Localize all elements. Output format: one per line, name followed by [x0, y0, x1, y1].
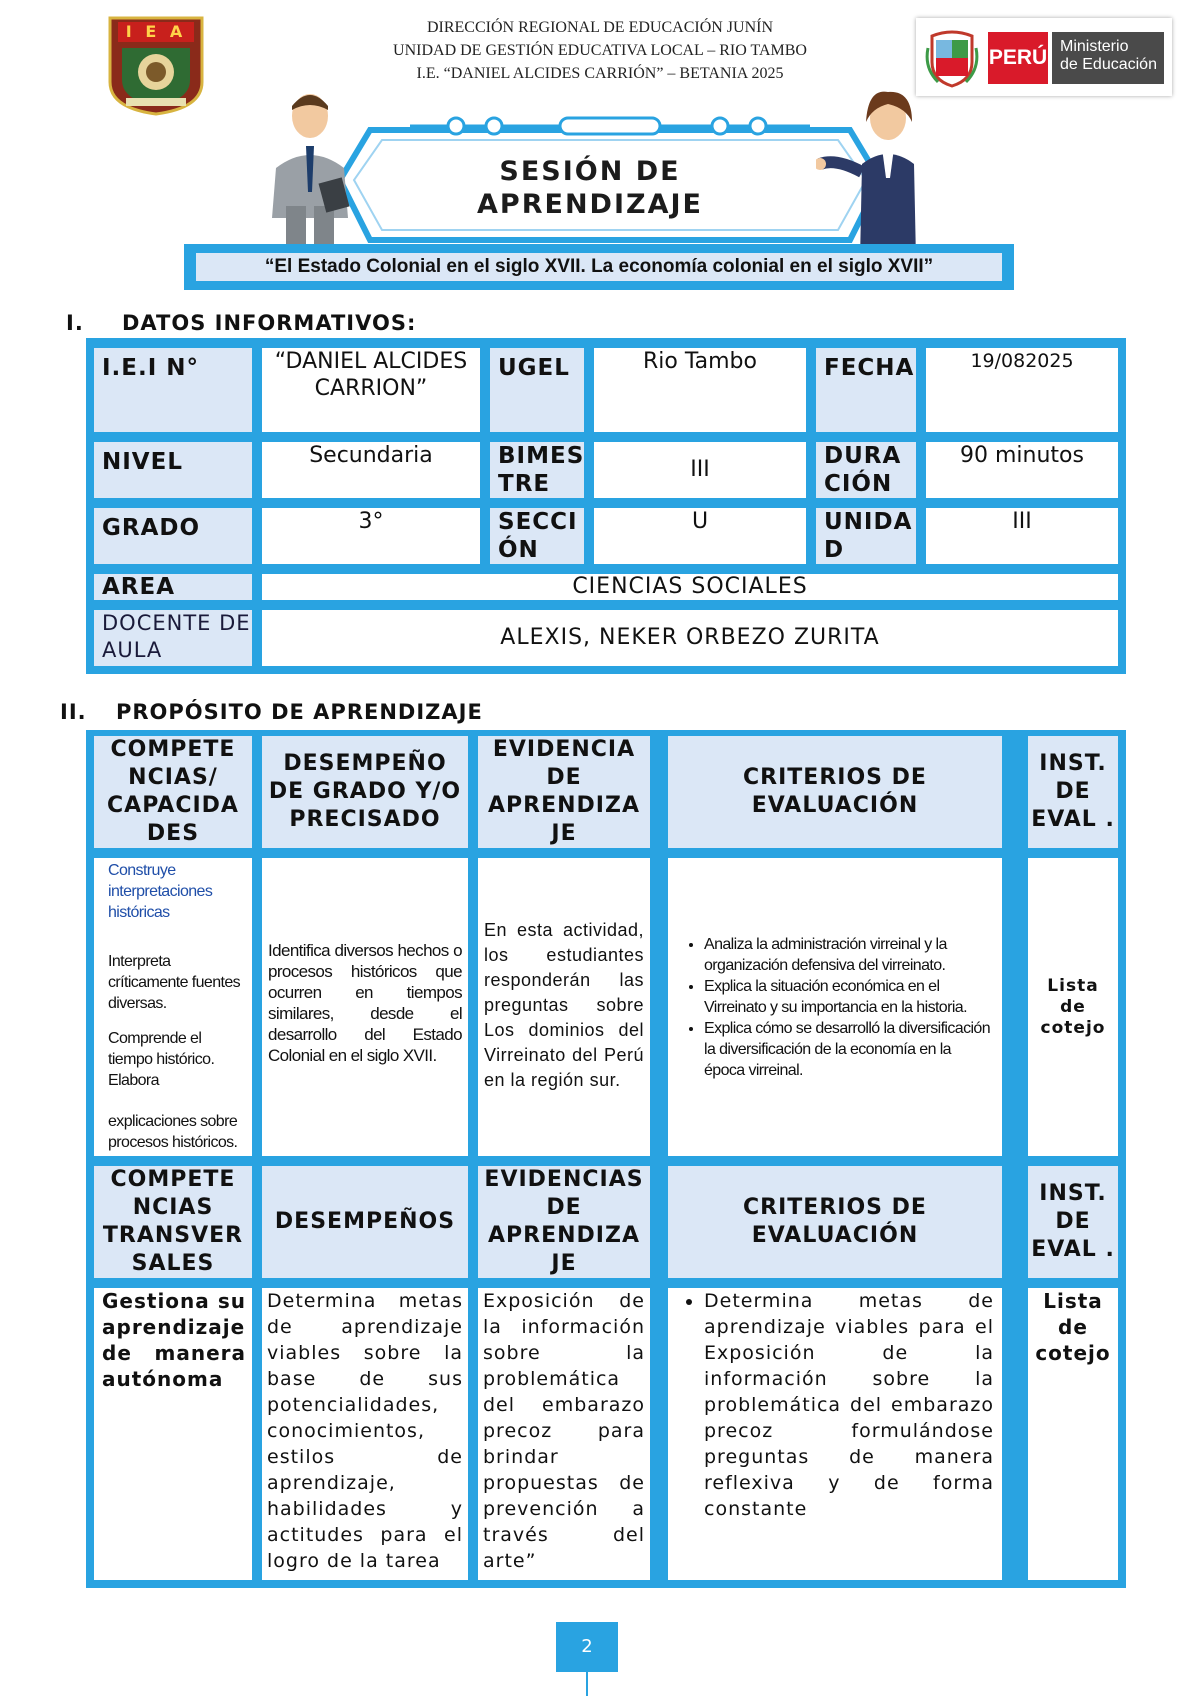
duracion-label: DURA CIÓN [816, 442, 916, 498]
competencia-title: Construye interpretaciones históricas [108, 862, 213, 921]
transversal-competencia-cell: Gestiona su aprendizaje de manera autónoma [94, 1288, 252, 1580]
evidencia-cell: En esta actividad, los estudiantes responderán las preguntas sobre Los dominios del Virreinato del Perú en la región sur. [478, 858, 650, 1156]
iei-label: I.E.I N° [94, 348, 252, 432]
desempeno-cell: Identifica diversos hechos o procesos históricos que ocurren en tiempos similares, desde el desarrollo del Estado Colonial en el siglo XVII. [262, 858, 468, 1156]
section-proposito-title [60, 700, 483, 724]
proposito-table [86, 730, 1126, 1588]
grado-value: 3° [262, 508, 480, 564]
peru-shield-icon [924, 28, 980, 88]
header-criterios: CRITERIOS DE EVALUACIÓN [668, 736, 1002, 848]
header-institution [300, 16, 900, 85]
unidad-label: UNIDA D [816, 508, 916, 564]
section-datos-title [66, 311, 416, 335]
capacidad-3: Elabora [108, 1072, 159, 1089]
section-datos-number: I. [66, 311, 84, 335]
capacidad-4: explicaciones sobre procesos históricos. [108, 1113, 238, 1151]
header-desempeno: DESEMPEÑO DE GRADO Y/O PRECISADO [262, 736, 468, 848]
header-evidencia: EVIDENCIA DE APRENDIZA JE [478, 736, 650, 848]
section-datos-label: DATOS INFORMATIVOS: [122, 311, 417, 335]
seccion-label: SECCI ÓN [490, 508, 584, 564]
docente-value: ALEXIS, NEKER ORBEZO ZURITA [262, 610, 1118, 666]
minedu-ministry-label [1052, 32, 1164, 84]
bimestre-label: BIMES TRE [490, 442, 584, 498]
grado-label: GRADO [94, 508, 252, 564]
unidad-value: III [926, 508, 1118, 564]
competencias-cell [94, 858, 252, 1156]
criterio-item: • Explica la situación económica en el Virreinato y su importancia en la historia. [704, 976, 994, 1018]
session-title-line-1: SESIÓN DE [499, 156, 681, 187]
seccion-value: U [594, 508, 806, 564]
header-line-1: DIRECCIÓN REGIONAL DE EDUCACIÓN JUNÍN [426, 19, 774, 36]
session-title-line-2: APRENDIZAJE [477, 189, 703, 220]
logo-letters: I E A [125, 22, 187, 41]
teacher-man-illustration [262, 88, 358, 260]
header-criterios-2: CRITERIOS DE EVALUACIÓN [668, 1166, 1002, 1278]
criterios-cell [668, 858, 1002, 1156]
header-inst-2: INST. DE EVAL . [1028, 1166, 1118, 1278]
transversal-criterio-item: • Determina metas de aprendizaje viables para el Exposición de la información sobre la problemática del embarazo precoz formulándose preguntas de manera reflexiva y de forma constante [704, 1288, 994, 1522]
minedu-line-1: Ministerio [1060, 38, 1129, 55]
duracion-value: 90 minutos [926, 442, 1118, 498]
transversal-criterio-list [676, 1288, 994, 1522]
transversal-desempeno-cell: Determina metas de aprendizaje viables sobre la base de sus potencialidades, conocimientos, estilos de aprendizaje, habilidades y actitudes para el logro de la tarea [262, 1288, 468, 1580]
area-value: CIENCIAS SOCIALES [262, 574, 1118, 600]
page-number-line [586, 1672, 588, 1696]
criterios-list [676, 934, 994, 1081]
header-inst: INST. DE EVAL . [1028, 736, 1118, 848]
header-evidencias: EVIDENCIAS DE APRENDIZA JE [478, 1166, 650, 1278]
bimestre-value: III [594, 442, 806, 498]
section-proposito-number: II. [60, 700, 87, 724]
page-number: 2 [556, 1622, 618, 1672]
docente-label: DOCENTE DE AULA [94, 610, 252, 666]
session-subtitle: “El Estado Colonial en el siglo XVII. La economía colonial en el siglo XVII” [196, 253, 1002, 281]
header-competencias: COMPETE NCIAS/ CAPACIDA DES [94, 736, 252, 848]
section-proposito-label: PROPÓSITO DE APRENDIZAJE [116, 700, 483, 724]
minedu-logo [916, 18, 1172, 96]
nivel-label: NIVEL [94, 442, 252, 498]
header-line-3: I.E. “DANIEL ALCIDES CARRIÓN” – BETANIA 2025 [416, 65, 784, 82]
ugel-label: UGEL [490, 348, 584, 432]
criterio-item: • Analiza la administración virreinal y la organización defensiva del virreinato. [704, 934, 994, 976]
header-competencias-transversales: COMPETE NCIAS TRANSVER SALES [94, 1166, 252, 1278]
datos-table [86, 338, 1126, 674]
fecha-value: 19/082025 [926, 348, 1118, 432]
criterio-item: • Explica cómo se desarrolló la diversificación la diversificación de la economía en la época virreinal. [704, 1018, 994, 1081]
transversal-inst-cell: Lista de cotejo [1028, 1288, 1118, 1580]
area-label: AREA [94, 574, 252, 600]
school-logo [104, 12, 208, 116]
nivel-value: Secundaria [262, 442, 480, 498]
capacidad-2: Comprende el tiempo histórico. [108, 1030, 215, 1068]
fecha-label: FECHA [816, 348, 916, 432]
capacidad-1: Interpreta críticamente fuentes diversas. [108, 953, 241, 1012]
minedu-peru-label: PERÚ [988, 32, 1048, 84]
header-desempenos: DESEMPEÑOS [262, 1166, 468, 1278]
teacher-woman-illustration [816, 88, 940, 260]
transversal-evidencia-cell: Exposición de la información sobre la problemática del embarazo precoz para brindar propuestas de prevención a través del arte” [478, 1288, 650, 1580]
header-line-2: UNIDAD DE GESTIÓN EDUCATIVA LOCAL – RIO TAMBO [393, 42, 807, 59]
session-title [440, 155, 740, 221]
ugel-value: Rio Tambo [594, 348, 806, 432]
inst-cell: Lista de cotejo [1028, 858, 1118, 1156]
minedu-line-2: de Educación [1060, 56, 1157, 73]
transversal-criterio-cell [668, 1288, 1002, 1580]
iei-value: “DANIEL ALCIDES CARRION” [262, 348, 480, 432]
